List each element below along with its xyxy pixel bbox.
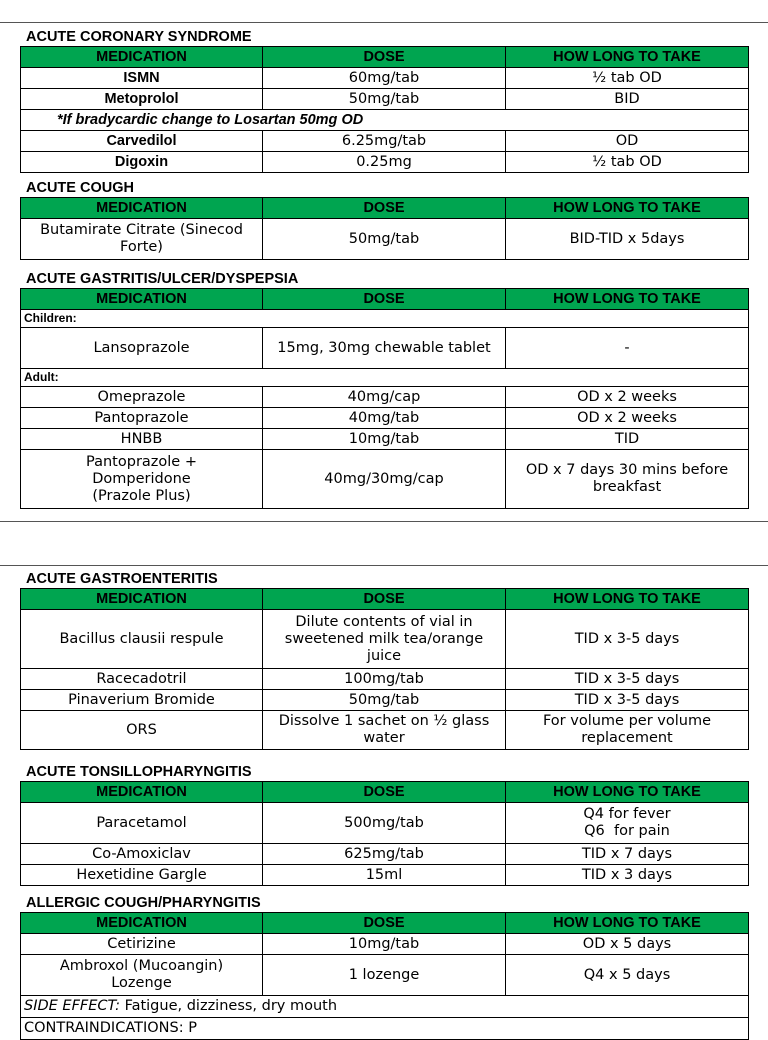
side-effect-cell [21,996,749,1018]
page-top-divider [0,22,768,23]
how-long-cell: ½ tab OD [506,152,749,173]
dose-cell: 15ml [263,865,506,886]
dose-cell: 625mg/tab [263,844,506,865]
medication-table [20,288,749,509]
side-effect-text: Fatigue, dizziness, dry mouth [119,998,338,1014]
table-row [21,610,749,669]
medication-cell: ORS [21,711,263,750]
table-header-row [21,913,749,934]
table-header-row [21,589,749,610]
table-row [21,844,749,865]
dose-cell: Dilute contents of vial in sweetened milk tea/orange juice [263,610,506,669]
page-bottom-divider [0,521,768,522]
table-row [21,387,749,408]
header-dose: DOSE [263,913,506,934]
table-header-row [21,782,749,803]
table-header-row [21,198,749,219]
table-header-row [21,47,749,68]
table-row [21,450,749,509]
section-acute-gastroenteritis [20,570,748,750]
header-medication: MEDICATION [21,782,263,803]
header-dose: DOSE [263,198,506,219]
medication-cell: Cetirizine [21,934,263,955]
medication-cell: Digoxin [21,152,263,173]
dose-cell: 0.25mg [263,152,506,173]
table-row [21,152,749,173]
section-title: ACUTE COUGH [26,180,134,196]
header-medication: MEDICATION [21,198,263,219]
medication-cell: Racecadotril [21,669,263,690]
medication-cell: Carvedilol [21,131,263,152]
header-how-long: HOW LONG TO TAKE [506,589,749,610]
how-long-cell: TID x 3-5 days [506,690,749,711]
medication-cell: Bacillus clausii respule [21,610,263,669]
side-effect-label: SIDE EFFECT: [24,998,120,1014]
section-acute-coronary-syndrome [20,28,748,173]
dose-cell: 15mg, 30mg chewable tablet [263,328,506,369]
dose-cell: 60mg/tab [263,68,506,89]
how-long-cell: BID [506,89,749,110]
header-how-long: HOW LONG TO TAKE [506,913,749,934]
header-medication: MEDICATION [21,913,263,934]
table-row [21,89,749,110]
dose-cell: 40mg/30mg/cap [263,450,506,509]
how-long-cell: - [506,328,749,369]
section-acute-cough [20,179,748,260]
dose-cell: 1 lozenge [263,955,506,996]
dose-cell: 100mg/tab [263,669,506,690]
dose-cell: 6.25mg/tab [263,131,506,152]
how-long-cell: TID x 3-5 days [506,669,749,690]
how-long-cell: TID x 3-5 days [506,610,749,669]
group-label-children: Children: [21,310,749,328]
section-allergic-cough [20,894,748,1040]
dose-cell: 50mg/tab [263,219,506,260]
medication-cell: Lansoprazole [21,328,263,369]
how-long-cell: Q4 x 5 days [506,955,749,996]
medication-cell: Metoprolol [21,89,263,110]
section-acute-tonsillopharyngitis [20,763,748,886]
header-dose: DOSE [263,782,506,803]
how-long-cell: TID x 3 days [506,865,749,886]
medication-cell: Pinaverium Bromide [21,690,263,711]
table-note-row [21,110,749,131]
section-title: ALLERGIC COUGH/PHARYNGITIS [26,895,261,911]
header-how-long: HOW LONG TO TAKE [506,47,749,68]
table-row [21,669,749,690]
table-row [21,803,749,844]
header-how-long: HOW LONG TO TAKE [506,289,749,310]
table-row [21,219,749,260]
how-long-cell: TID x 7 days [506,844,749,865]
how-long-line: Q6 for pain [584,823,670,839]
medication-cell: Paracetamol [21,803,263,844]
medication-cell: Hexetidine Gargle [21,865,263,886]
table-row [21,408,749,429]
page-top-divider [0,565,768,566]
table-row [21,711,749,750]
bradycardic-note: *If bradycardic change to Losartan 50mg OD [21,110,749,131]
medication-cell: HNBB [21,429,263,450]
section-title: ACUTE GASTROENTERITIS [26,571,218,587]
dose-cell: 500mg/tab [263,803,506,844]
medication-table [20,912,749,1040]
header-dose: DOSE [263,589,506,610]
medication-cell: Omeprazole [21,387,263,408]
side-effect-row [21,996,749,1018]
how-long-cell: TID [506,429,749,450]
contraindications-row [21,1018,749,1040]
table-row [21,955,749,996]
header-how-long: HOW LONG TO TAKE [506,198,749,219]
section-title: ACUTE CORONARY SYNDROME [26,29,252,45]
how-long-cell: For volume per volume replacement [506,711,749,750]
group-label-adult: Adult: [21,369,749,387]
medication-table [20,46,749,173]
dose-cell: 40mg/tab [263,408,506,429]
header-dose: DOSE [263,289,506,310]
medication-table [20,588,749,750]
header-medication: MEDICATION [21,47,263,68]
dose-cell: 50mg/tab [263,89,506,110]
medication-cell: Pantoprazole [21,408,263,429]
group-row [21,310,749,328]
group-row [21,369,749,387]
header-medication: MEDICATION [21,289,263,310]
table-row [21,131,749,152]
dose-cell: 40mg/cap [263,387,506,408]
medication-table [20,197,749,260]
section-acute-gastritis [20,270,748,509]
table-row [21,690,749,711]
table-row [21,429,749,450]
section-title: ACUTE TONSILLOPHARYNGITIS [26,764,252,780]
medication-cell: Butamirate Citrate (Sinecod Forte) [21,219,263,260]
medication-cell: Ambroxol (Mucoangin) Lozenge [21,955,263,996]
dose-cell: 10mg/tab [263,429,506,450]
header-dose: DOSE [263,47,506,68]
header-how-long: HOW LONG TO TAKE [506,782,749,803]
table-row [21,934,749,955]
how-long-cell [506,803,749,844]
how-long-cell: BID-TID x 5days [506,219,749,260]
how-long-cell: OD [506,131,749,152]
table-row [21,865,749,886]
medication-table [20,781,749,886]
dose-cell: 50mg/tab [263,690,506,711]
how-long-cell: OD x 7 days 30 mins before breakfast [506,450,749,509]
dose-cell: 10mg/tab [263,934,506,955]
section-title: ACUTE GASTRITIS/ULCER/DYSPEPSIA [26,271,299,287]
table-row [21,328,749,369]
medication-cell: Co-Amoxiclav [21,844,263,865]
table-header-row [21,289,749,310]
table-row [21,68,749,89]
how-long-cell: OD x 2 weeks [506,408,749,429]
medication-cell: Pantoprazole + Domperidone (Prazole Plus) [21,450,263,509]
how-long-cell: OD x 5 days [506,934,749,955]
medication-cell: ISMN [21,68,263,89]
header-medication: MEDICATION [21,589,263,610]
contraindications-cell: CONTRAINDICATIONS: P [21,1018,749,1040]
how-long-cell: ½ tab OD [506,68,749,89]
how-long-cell: OD x 2 weeks [506,387,749,408]
how-long-line: Q4 for fever [583,806,671,822]
dose-cell: Dissolve 1 sachet on ½ glass water [263,711,506,750]
